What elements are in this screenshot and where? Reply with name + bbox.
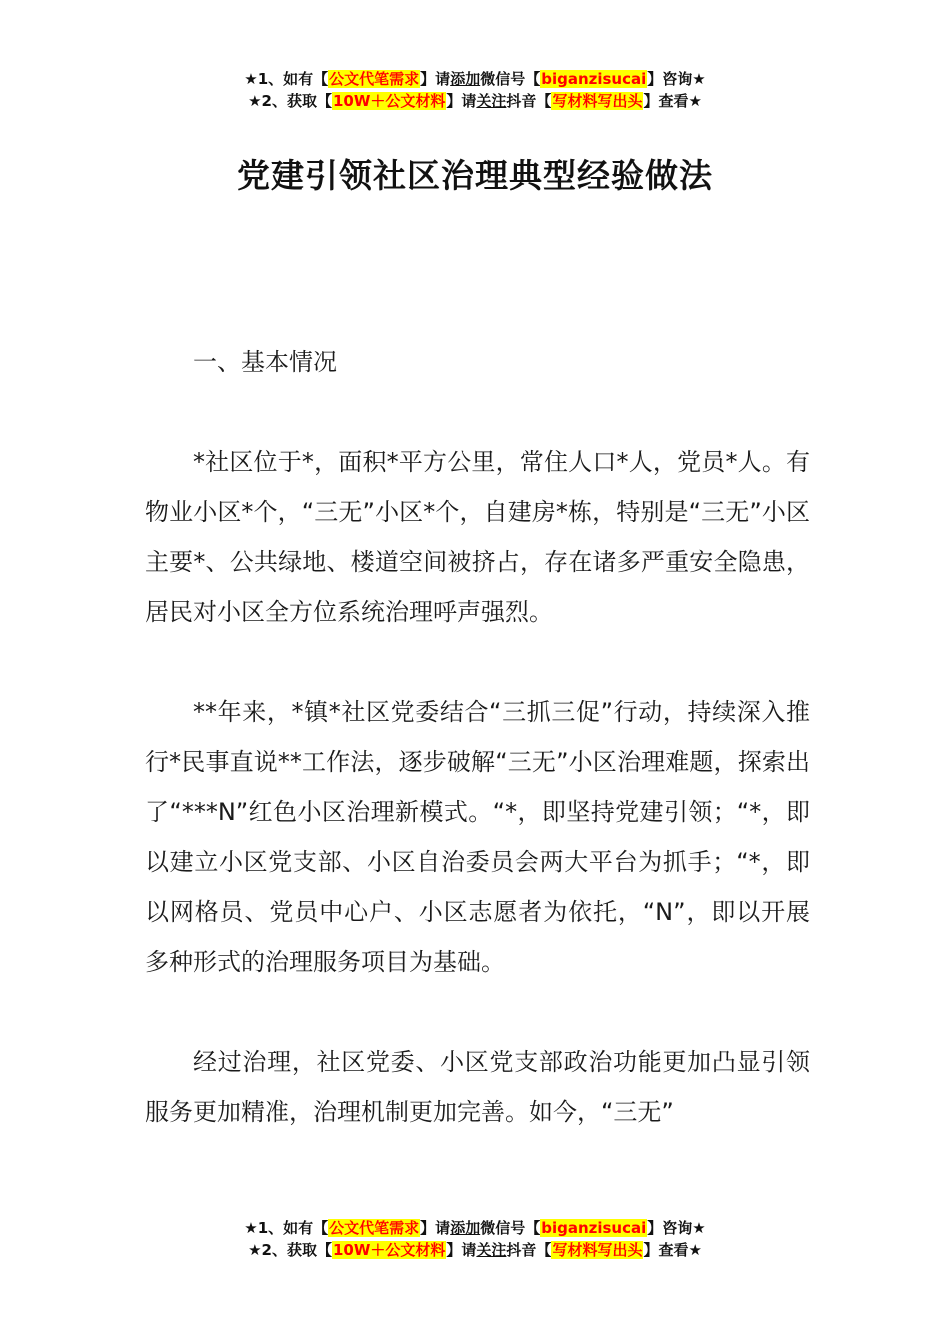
bottom-banner: [0, 1217, 950, 1261]
banner-highlight: 10W＋公文材料: [332, 92, 446, 110]
banner-text: ★2、获取【: [248, 92, 332, 110]
banner-text: 微信号【: [480, 1219, 541, 1237]
paragraph: **年来，*镇*社区党委结合“三抓三促”行动，持续深入推行*民事直说**工作法，逐步破解“三无”小区治理难题，探索出了“***N”红色小区治理新模式。“*，即坚持党建引领；“*，即以建立小区党支部、小区自治委员会两大平台为抓手；“*，即以网格员、党员中心户、小区志愿者为依托，“N”，即以开展多种形式的治理服务项目为基础。: [145, 698, 810, 976]
section-heading: 一、基本情况: [193, 348, 337, 376]
paragraph: 经过治理，社区党委、小区党支部政治功能更加凸显引领服务更加精准，治理机制更加完善。如今，“三无”: [145, 1048, 810, 1126]
banner-text: ★2、获取【: [248, 1241, 332, 1259]
banner-highlight: 公文代笔需求: [329, 1219, 420, 1237]
banner-text: ★1、如有【: [244, 1219, 329, 1237]
banner-highlight: biganzisucai: [541, 1219, 647, 1237]
banner-text: 抖音【: [506, 1241, 552, 1259]
document-body: [145, 337, 810, 1187]
banner-text: 微信号【: [480, 70, 541, 88]
banner-text: 】请: [420, 70, 451, 88]
banner-text: 】请: [446, 92, 477, 110]
banner-text: 】查看★: [643, 1241, 702, 1259]
banner-text: 】查看★: [643, 92, 702, 110]
banner-text: 抖音【: [506, 92, 552, 110]
banner-highlight: biganzisucai: [541, 70, 647, 88]
top-banner: [0, 68, 950, 112]
paragraph: *社区位于*，面积*平方公里，常住人口*人，党员*人。有物业小区*个，“三无”小区*个，自建房*栋，特别是“三无”小区主要*、公共绿地、楼道空间被挤占，存在诸多严重安全隐患，居民对小区全方位系统治理呼声强烈。: [145, 448, 810, 626]
banner-line-1: [0, 68, 950, 90]
banner-text: 】咨询★: [647, 70, 706, 88]
banner-text: 】请: [420, 1219, 451, 1237]
banner-highlight: 写材料写出头: [552, 1241, 643, 1259]
banner-underline: 添加: [450, 70, 481, 88]
banner-line-2: [0, 1239, 950, 1261]
banner-text: 】咨询★: [647, 1219, 706, 1237]
banner-underline: 添加: [450, 1219, 481, 1237]
banner-highlight: 10W＋公文材料: [332, 1241, 446, 1259]
banner-underline: 关注: [476, 92, 507, 110]
banner-line-1: [0, 1217, 950, 1239]
banner-text: 】请: [446, 1241, 477, 1259]
document-title: 党建引领社区治理典型经验做法: [237, 156, 713, 195]
banner-highlight: 公文代笔需求: [329, 70, 420, 88]
banner-highlight: 写材料写出头: [552, 92, 643, 110]
banner-text: ★1、如有【: [244, 70, 329, 88]
banner-line-2: [0, 90, 950, 112]
banner-underline: 关注: [476, 1241, 507, 1259]
